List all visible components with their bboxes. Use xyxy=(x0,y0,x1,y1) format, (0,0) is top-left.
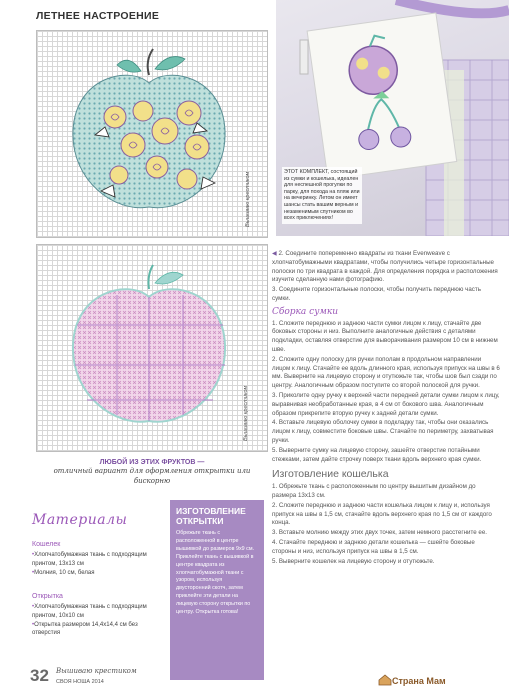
stem xyxy=(148,49,153,75)
postcard-instructions-box xyxy=(170,500,264,680)
leaf-right xyxy=(155,57,185,70)
page-footer xyxy=(30,666,290,696)
bag-step: 5. Выверните сумку на лицевую сторону, зашейте отверстие потайными стежками, затем дайте строчку поверх ткани вдоль верхнего края сумки. xyxy=(272,446,482,463)
zipper-pull xyxy=(300,40,308,74)
wallet-step: 4. Стачайте переднюю и заднюю детали кошелька — сшейте боковые стороны и низ, используя припуск на швы в 1,5 см. xyxy=(272,538,475,555)
materials-postcard-heading: Открытка xyxy=(32,593,63,600)
wallet-step: 5. Выверните кошелек на лицевую сторону и отутюжьте. xyxy=(272,557,435,565)
bag-step: 4. Вставьте лицевую оболочку сумки в подкладку так, чтобы они оказались лицом к лицу, совместите боковые швы. Стачайте по периметру, захватывая ручки. xyxy=(272,419,494,444)
bag-step: 1. Сложите переднюю и заднюю части сумки лицом к лицу, стачайте две боковых стороны и низ. Выполните аналогичные действия с деталями подкладки, оставляя отверстие для выворачивания размером 10 см в нижнем шве. xyxy=(272,319,498,353)
chart-brand-label-2: Вышиваю крестиком xyxy=(243,385,249,441)
caption-highlight: ЛЮБОЙ ИЗ ЭТИХ ФРУКТОВ — xyxy=(99,459,205,466)
postcard-heading: ИЗГОТОВЛЕНИЕ ОТКРЫТКИ xyxy=(176,506,246,527)
materials-panel xyxy=(26,506,166,670)
instruction-paragraph: 3. Соедините горизонтальные полоски, чтобы получить переднюю часть сумки. xyxy=(272,286,481,302)
arrow-icon: ◀ xyxy=(272,250,279,257)
materials-wallet xyxy=(32,540,166,577)
instructions-column xyxy=(272,250,500,567)
materials-wallet-heading: Кошелек xyxy=(32,541,61,548)
footer-brand: Вышиваю крестиком xyxy=(56,667,137,675)
rose-apple-pattern xyxy=(37,31,269,239)
pink-apple-pattern xyxy=(37,245,269,453)
pink-apple-stem xyxy=(149,265,154,289)
charts-caption xyxy=(36,458,268,486)
bag-section-title: Сборка сумки xyxy=(272,306,339,317)
instruction-paragraph: ◀ 2. Соедините попеременно квадраты из ткани Evenweave с хлопчатобумажными квадратами, чтобы получились четыре горизонтальные полоски по три квадрата в каждой. Для определения порядка и расположения изучите сделанную нами фотографию. xyxy=(272,250,498,284)
page-number: 32 xyxy=(30,666,49,685)
wallet xyxy=(307,13,457,180)
bag-step: 2. Сложите одну полоску для ручки пополам в продольном направлении лицом к лицу. Стачайте ее вдоль длинного края, используя припуск на швы в 6 мм. Выверните на лицевую сторону и отутюжьте так, чтобы шов был сзади по центру. Аналогичным образом поступите со второй полоской для ручки. xyxy=(272,355,500,390)
house-icon xyxy=(378,674,392,686)
cross-stitch-chart-pink-apple xyxy=(36,244,268,452)
chart-brand-label: Вышиваю крестиком xyxy=(245,171,251,227)
materials-item: • Открытка размером 14,4x14,4 см без отверстия xyxy=(32,621,166,638)
cross-stitch-chart-rose-apple xyxy=(36,30,268,238)
leaf-left xyxy=(117,60,141,72)
postcard-body: Обрежьте ткань с расположенной в центре вышивкой до размеров 9x9 см. Приклейте ткань с вышивкой в центре квадрата из хлопчатобумажной ткани с узором, используя двусторонний скотч, затем приклейте эти детали на лицевую сторону открытки по центру. Открытка готова! xyxy=(176,530,255,615)
bag-handle xyxy=(396,0,509,13)
footer-issue: СВОЯ НОША 2014 xyxy=(56,679,104,685)
wallet-step: 3. Вставьте молнию между этих двух точек, затем немного расстегните ее. xyxy=(272,529,488,537)
wallet-step: 2. Сложите переднюю и заднюю части кошелька лицом к лицу и, используя припуск на швы в 1,5 см, стачайте вдоль верхнего края по 1,5 см от каждого конца. xyxy=(272,501,492,527)
wallet-step: 1. Обрежьте ткань с расположенным по центру вышитым дизайном до размера 13x13 см. xyxy=(272,483,476,499)
bag-step: 3. Приколите одну ручку к верхней части передней детали сумки лицом к лицу, выравнивая необработанные края, в 4 см от бокового шва. Аналогичным образом прикрепите вторую ручку к задней детали сумки. xyxy=(272,391,500,417)
materials-item: • Молния, 10 см, белая xyxy=(32,569,166,578)
materials-postcard xyxy=(32,592,166,638)
materials-item: • Хлопчатобумажная ткань с подходящим принтом, 10x10 см xyxy=(32,603,166,620)
caption-rest: отличный вариант для оформления открытки или бискорню xyxy=(53,467,251,485)
materials-title: Материалы xyxy=(32,512,128,528)
materials-item: • Хлопчатобумажная ткань с подходящим принтом, 13x13 см xyxy=(32,551,166,568)
photo-caption: ЭТОТ КОМПЛЕКТ, состоящий из сумки и кошелька, идеален для неспешной прогулки по парку, для похода на пляж или на вечеринку. Летом он имеет шансы стать вашим верным и незаменимым спутником во всех приключениях! xyxy=(282,167,362,224)
pink-apple-leaf xyxy=(155,272,183,284)
watermark: Страна Мам xyxy=(392,676,446,686)
page-header-title: ЛЕТНЕЕ НАСТРОЕНИЕ xyxy=(36,10,160,22)
wallet-section-title: Изготовление кошелька xyxy=(272,468,389,481)
